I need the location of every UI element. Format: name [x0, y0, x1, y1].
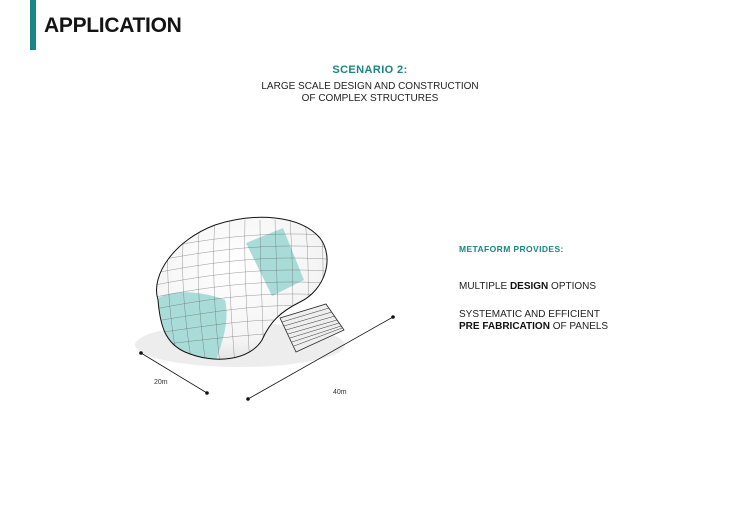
scenario-subtitle-line-2: OF COMPLEX STRUCTURES: [301, 93, 439, 104]
scenario-subtitle: [0, 81, 730, 105]
feature-line: MULTIPLE DESIGN OPTIONS: [459, 281, 597, 292]
scenario-title: SCENARIO 2:: [332, 64, 408, 76]
feature-list: [459, 281, 719, 349]
structure-illustration: [130, 200, 420, 410]
width-dimension-label: 20m: [154, 379, 168, 386]
feature-item-prefabrication: [459, 309, 719, 333]
provides-heading: METAFORM PROVIDES:: [459, 244, 564, 254]
scenario-subtitle-line-1: LARGE SCALE DESIGN AND CONSTRUCTION: [261, 81, 479, 92]
title-accent-bar: [30, 0, 36, 50]
feature-line: PRE FABRICATION OF PANELS: [459, 321, 609, 332]
page-title: APPLICATION: [44, 14, 182, 37]
length-dimension-label: 40m: [333, 389, 347, 396]
feature-item-design-options: [459, 281, 719, 293]
feature-line: SYSTEMATIC AND EFFICIENT: [459, 309, 600, 320]
